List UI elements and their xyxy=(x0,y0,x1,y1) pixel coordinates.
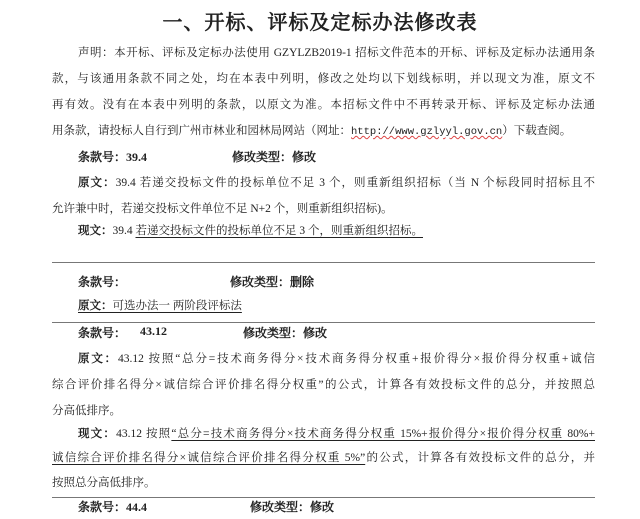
page-title: 一、开标、评标及定标办法修改表 xyxy=(162,12,478,34)
type-value: 删除 xyxy=(290,275,315,289)
clause-label: 条款号： xyxy=(78,275,127,289)
new-text-line: 按照总分高低排序。 xyxy=(52,477,156,489)
clause-number: 39.4 xyxy=(126,150,148,164)
type-value: 修改 xyxy=(310,500,335,514)
new-underlined: 若递交投标文件的投标单位不足 3 个，则重新组织招标。 xyxy=(135,225,423,237)
modify-type xyxy=(250,498,334,515)
clause-label-text: 条款号： xyxy=(78,500,127,514)
clause-label xyxy=(78,148,147,165)
new-label: 现文： xyxy=(78,428,117,440)
orig-text: 可选办法一 两阶段评标法 xyxy=(112,300,242,312)
statement-line: 款，与该通用条款不同之处，均在本表中列明，修改之处均以下划线标明，并以现文为准，原文不 xyxy=(52,73,595,85)
orig-label: 原文： xyxy=(78,300,113,312)
statement-line: 声明：本开标、评标及定标办法使用 GZYLZB2019-1 招标文件范本的开标、评标及定标办法通用条 xyxy=(78,47,595,59)
type-value: 修改 xyxy=(303,326,328,340)
clause-label: 条款号： xyxy=(78,326,127,340)
statement-line: 再有效。没有在本表中列明的条款，以原文为准。本招标文件中不再转录开标、评标及定标办法通 xyxy=(52,99,595,111)
clause-number: 44.4 xyxy=(126,500,148,514)
new-text-line xyxy=(78,425,595,443)
clause-label xyxy=(78,498,147,515)
type-label: 修改类型： xyxy=(250,500,311,514)
original-text-line: 综合评价排名得分×诚信综合评价排名得分权重”的公式，计算各有效投标文件的总分，并按照总 xyxy=(52,379,595,391)
original-text-line: 分高低排序。 xyxy=(52,405,121,417)
divider xyxy=(52,262,595,263)
orig-text: 43.12 按照“总分=技术商务得分×技术商务得分权重+报价得分×报价得分权重+诚信 xyxy=(117,353,596,365)
modify-type xyxy=(230,273,314,290)
type-value: 修改 xyxy=(292,150,317,164)
type-label: 修改类型： xyxy=(230,275,291,289)
new-text-line xyxy=(78,222,595,240)
orig-text: 39.4 若递交投标文件的投标单位不足 3 个，则重新组织招标（当 N 个标段同时招标且不 xyxy=(115,177,596,189)
original-text-line xyxy=(78,297,595,315)
type-label: 修改类型： xyxy=(243,326,304,340)
website-link[interactable]: http://www.gzlyyl.gov.cn xyxy=(351,126,503,138)
original-text-line xyxy=(78,350,595,368)
statement-text: 用条款，请投标人自行到广州市林业和园林局网站（网址： xyxy=(52,125,351,137)
new-prefix: 43.12 按照 xyxy=(116,428,172,440)
type-label: 修改类型： xyxy=(232,150,293,164)
new-underlined: “总分=技术商务得分×技术商务得分权重 15%+报价得分×报价得分权重 80%+ xyxy=(171,428,595,440)
clause-label-text: 条款号： xyxy=(78,150,127,164)
modify-type xyxy=(232,148,316,165)
new-underlined: 诚信综合评价排名得分×诚信综合评价排名得分权重 5%” xyxy=(52,452,366,464)
statement-tail: ）下载查阅。 xyxy=(502,125,572,137)
new-tail: 的公式，计算各有效投标文件的总分，并 xyxy=(365,452,596,464)
new-label: 现文： xyxy=(78,225,113,237)
divider xyxy=(52,322,595,323)
original-text-line xyxy=(78,174,595,192)
orig-label: 原文： xyxy=(78,353,118,365)
clause-number: 43.12 xyxy=(140,324,167,338)
new-text-line xyxy=(52,449,595,467)
modify-type xyxy=(243,324,327,341)
original-text-line: 允许兼中时，若递交投标文件单位不足 N+2 个，则重新组织招标)。 xyxy=(52,203,393,215)
statement-line xyxy=(52,122,595,141)
new-prefix: 39.4 xyxy=(112,225,136,237)
orig-label: 原文： xyxy=(78,177,116,189)
